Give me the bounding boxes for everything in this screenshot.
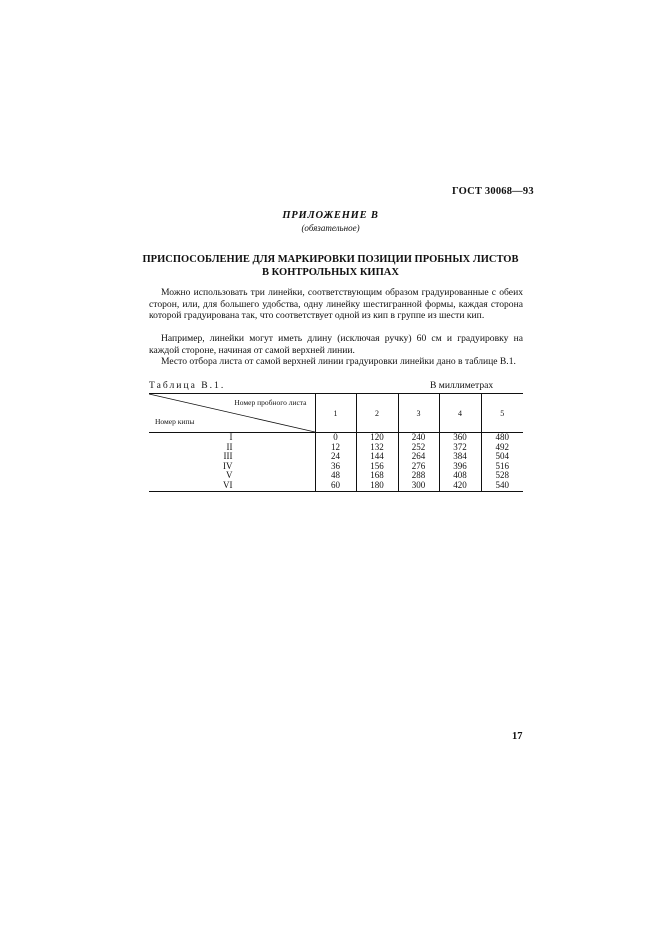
table-cell: 516 [481, 462, 523, 472]
table-cell: 396 [439, 462, 481, 472]
column-header: 2 [356, 394, 398, 433]
table-cell: 504 [481, 452, 523, 462]
bale-number-cell: III [223, 451, 233, 462]
header-sample-number: Номер пробного листа [234, 398, 307, 407]
table-header-row [149, 394, 523, 433]
table-cell: 300 [398, 481, 439, 491]
table-cell: 492 [481, 443, 523, 453]
bale-number-cell: VI [149, 481, 315, 491]
table-cell: 264 [398, 452, 439, 462]
table-label: Таблица В.1. [149, 380, 226, 391]
table-cell: 48 [315, 471, 356, 481]
document-code: ГОСТ 30068—93 [452, 186, 534, 197]
table-row [149, 481, 523, 491]
table-cell: 180 [356, 481, 398, 491]
bale-number-cell: V [226, 470, 233, 481]
table-cell: 36 [315, 462, 356, 472]
table-cell: 240 [398, 433, 439, 443]
section-title [0, 253, 661, 279]
table-cell: 252 [398, 443, 439, 453]
table-cell: 420 [439, 481, 481, 491]
table-cell: 144 [356, 452, 398, 462]
appendix-subtitle: (обязательное) [301, 223, 360, 233]
paragraph-2: Например, линейки могут иметь длину (исключая ручку) 60 см и градуировку на каждой стороне, начиная от самой верхней линии. [149, 333, 523, 356]
table-cell: 408 [439, 471, 481, 481]
table-cell: 24 [315, 452, 356, 462]
diagonal-header-cell [149, 394, 315, 433]
table-cell: 372 [439, 443, 481, 453]
data-table [149, 393, 523, 492]
table-cell: 12 [315, 443, 356, 453]
column-header: 4 [439, 394, 481, 433]
bale-number-cell: II [226, 441, 233, 452]
bale-number-cell: IV [223, 460, 233, 471]
page-number: 17 [512, 731, 523, 742]
table-cell: 480 [481, 433, 523, 443]
paragraph-1: Можно использовать три линейки, соответствующим образом градуированные с обеих сторон, или, для большего удобства, одну линейку шестигранной формы, каждая сторона которой градуирована так, что соответствует одной из кип в группе из шести кип. [149, 287, 523, 321]
table-cell: 528 [481, 471, 523, 481]
table-cell: 0 [315, 433, 356, 443]
table-cell: 168 [356, 471, 398, 481]
table-cell: 276 [398, 462, 439, 472]
table-cell: 156 [356, 462, 398, 472]
table-unit: В миллиметрах [430, 380, 494, 391]
column-header: 1 [315, 394, 356, 433]
table-cell: 60 [315, 481, 356, 491]
table-cell: 540 [481, 481, 523, 491]
table-cell: 288 [398, 471, 439, 481]
table-cell: 120 [356, 433, 398, 443]
section-title-line1: ПРИСПОСОБЛЕНИЕ ДЛЯ МАРКИРОВКИ ПОЗИЦИИ ПРОБНЫХ ЛИСТОВ [142, 254, 519, 265]
header-bale-number: Номер кипы [155, 417, 195, 426]
column-header: 3 [398, 394, 439, 433]
column-header: 5 [481, 394, 523, 433]
section-title-line2: В КОНТРОЛЬНЫХ КИПАХ [262, 267, 399, 278]
paragraph-3: Место отбора листа от самой верхней линии градуировки линейки дано в таблице В.1. [161, 356, 516, 367]
table-cell: 132 [356, 443, 398, 453]
appendix-title: ПРИЛОЖЕНИЕ В [282, 210, 379, 221]
table-cell: 360 [439, 433, 481, 443]
bale-number-cell: I [229, 432, 233, 442]
table-cell: 384 [439, 452, 481, 462]
